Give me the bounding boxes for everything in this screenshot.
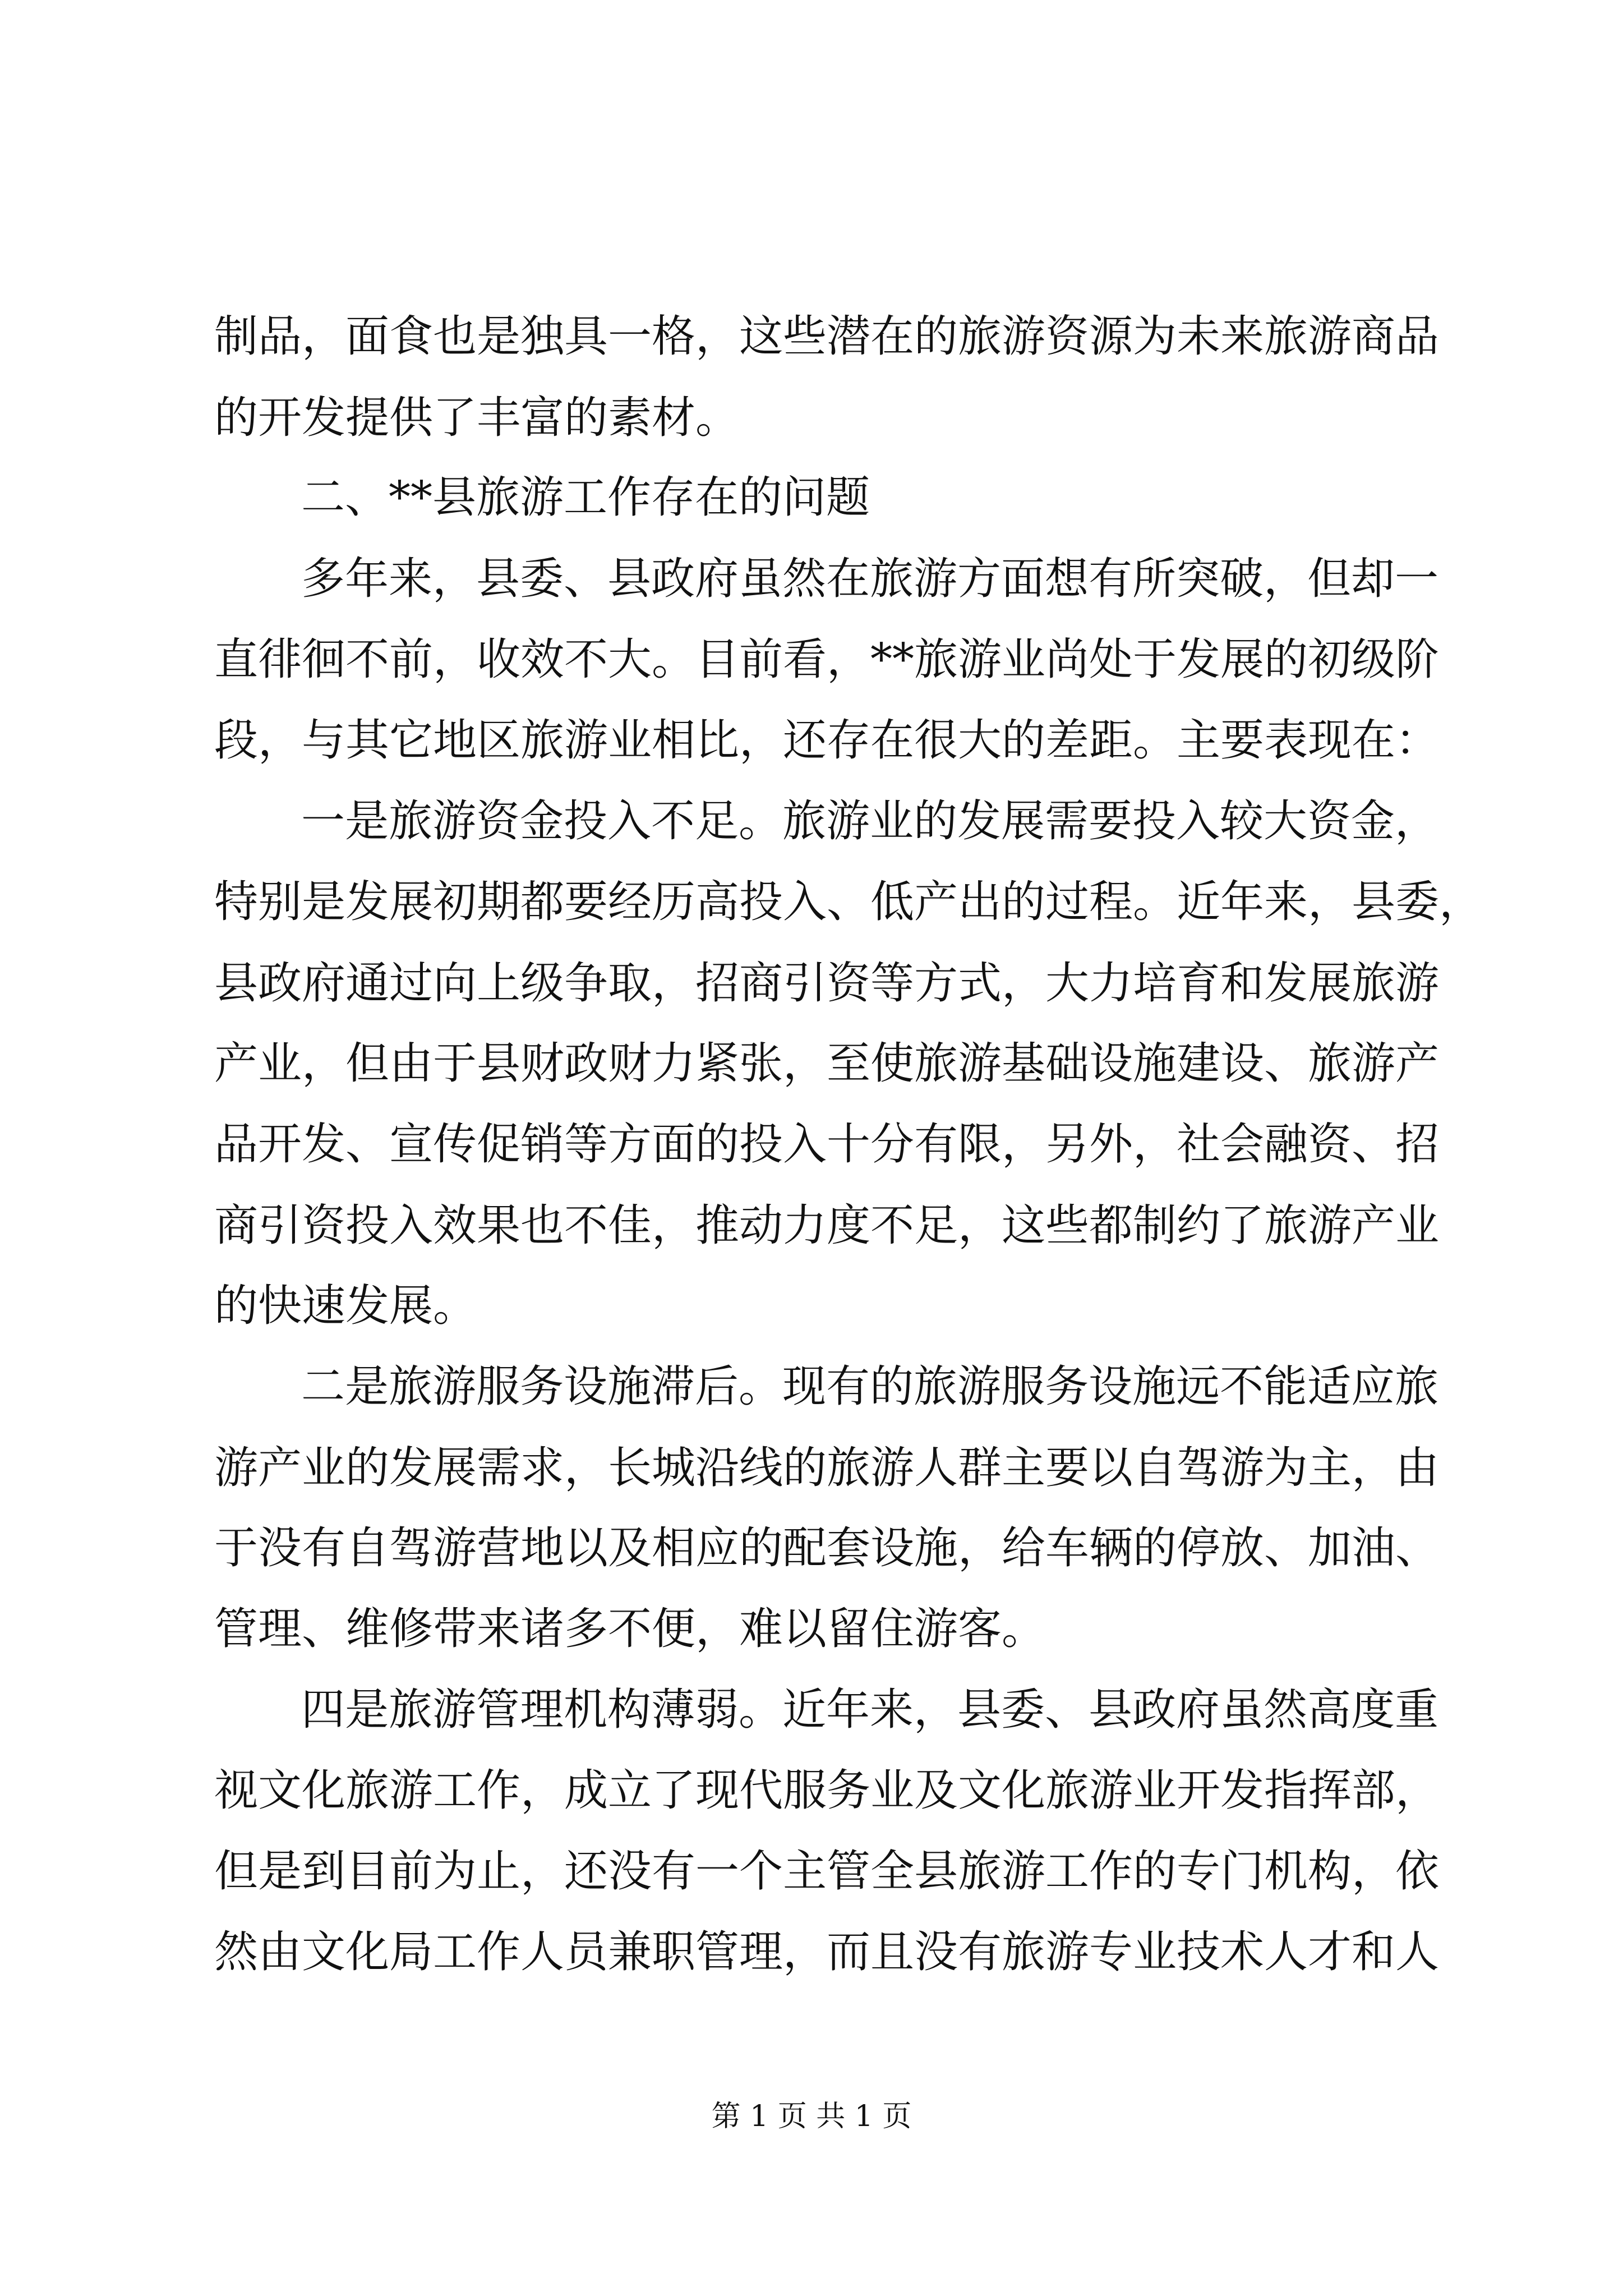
text-line-13: 的快速发展。 <box>214 1281 477 1331</box>
text-line-10: 产业，但由于县财政财力紧张，至使旅游基础设施建设、旅游产 <box>214 1038 1440 1089</box>
text-line-21: 然由文化局工作人员兼职管理，而且没有旅游专业技术人才和人 <box>214 1927 1440 1977</box>
text-line-11: 品开发、宣传促销等方面的投入十分有限，另外，社会融资、招 <box>214 1119 1440 1170</box>
text-line-6: 段，与其它地区旅游业相比，还存在很大的差距。主要表现在： <box>214 715 1440 766</box>
text-line-8: 特别是发展初期都要经历高投入、低产出的过程。近年来，县委， <box>214 877 1483 927</box>
text-line-1: 制品，面食也是独具一格，这些潜在的旅游资源为未来旅游商品 <box>214 311 1440 362</box>
text-line-20: 但是到目前为止，还没有一个主管全县旅游工作的专门机构，依 <box>214 1846 1440 1897</box>
text-line-14: 二是旅游服务设施滞后。现有的旅游服务设施远不能适应旅 <box>301 1361 1439 1412</box>
text-line-19: 视文化旅游工作，成立了现代服务业及文化旅游业开发指挥部， <box>214 1765 1440 1816</box>
page-number-footer: 第 1 页 共 1 页 <box>711 2100 912 2133</box>
text-line-9: 县政府通过向上级争取，招商引资等方式，大力培育和发展旅游 <box>214 958 1440 1009</box>
text-line-5: 直徘徊不前，收效不大。目前看，**旅游业尚处于发展的初级阶 <box>214 634 1440 685</box>
text-line-15: 游产业的发展需求，长城沿线的旅游人群主要以自驾游为主，由 <box>214 1443 1440 1493</box>
text-line-7: 一是旅游资金投入不足。旅游业的发展需要投入较大资金， <box>301 796 1439 846</box>
text-line-17: 管理、维修带来诸多不便，难以留住游客。 <box>214 1604 1046 1654</box>
text-line-18: 四是旅游管理机构薄弱。近年来，县委、县政府虽然高度重 <box>301 1685 1439 1735</box>
text-line-16: 于没有自驾游营地以及相应的配套设施，给车辆的停放、加油、 <box>214 1523 1440 1573</box>
text-line-2: 的开发提供了丰富的素材。 <box>214 393 740 443</box>
section-heading: 二、**县旅游工作存在的问题 <box>301 472 870 523</box>
text-line-12: 商引资投入效果也不佳，推动力度不足，这些都制约了旅游产业 <box>214 1200 1440 1251</box>
text-line-4: 多年来，县委、县政府虽然在旅游方面想有所突破，但却一 <box>301 554 1439 604</box>
